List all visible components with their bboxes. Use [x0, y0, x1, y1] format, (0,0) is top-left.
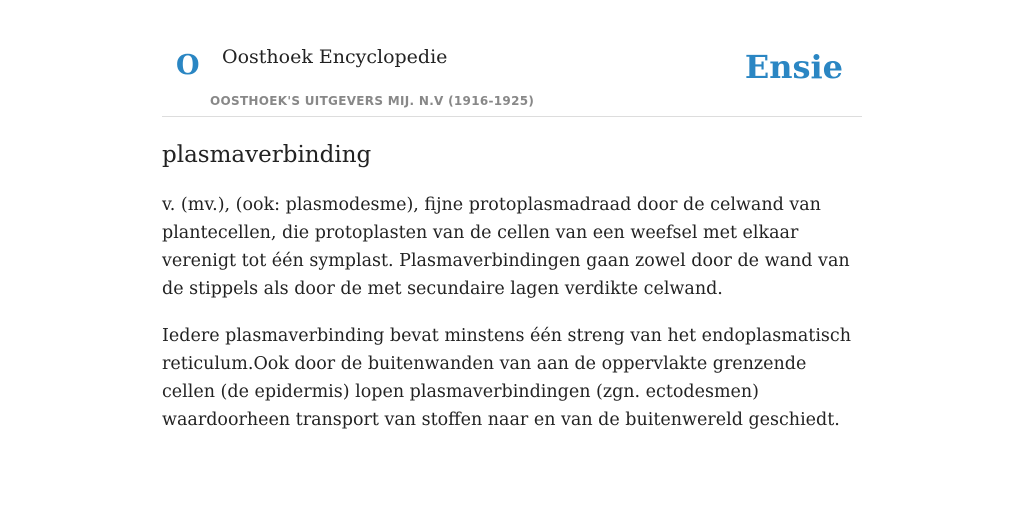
ensie-brand-link[interactable]: Ensie [744, 48, 843, 86]
entry-paragraph: v. (mv.), (ook: plasmodesme), fijne protoplasmadraad door de celwand van plantecellen, die protoplasten van de cellen van een weefsel met elkaar verenigt tot één symplast. Plasmaverbindingen gaan zowel door de wand van de stippels als door de met secundaire lagen verdikte celwand. [162, 194, 850, 299]
page-header [162, 0, 862, 117]
entry-card [162, 0, 862, 434]
publisher-subtitle: OOSTHOEK'S UITGEVERS MIJ. N.V (1916-1925) [210, 94, 535, 108]
publication-logo-icon[interactable]: O [176, 50, 200, 81]
entry-title: plasmaverbinding [162, 142, 372, 168]
publication-title[interactable]: Oosthoek Encyclopedie [222, 46, 448, 68]
entry-paragraph: Iedere plasmaverbinding bevat minstens één streng van het endoplasmatisch reticulum.Ook door de buitenwanden van aan de oppervlakte grenzende cellen (de epidermis) lopen plasmaverbindingen (zgn. ectodesmen) waardoorheen transport van stoffen naar en van de buitenwereld geschiedt. [162, 325, 851, 430]
